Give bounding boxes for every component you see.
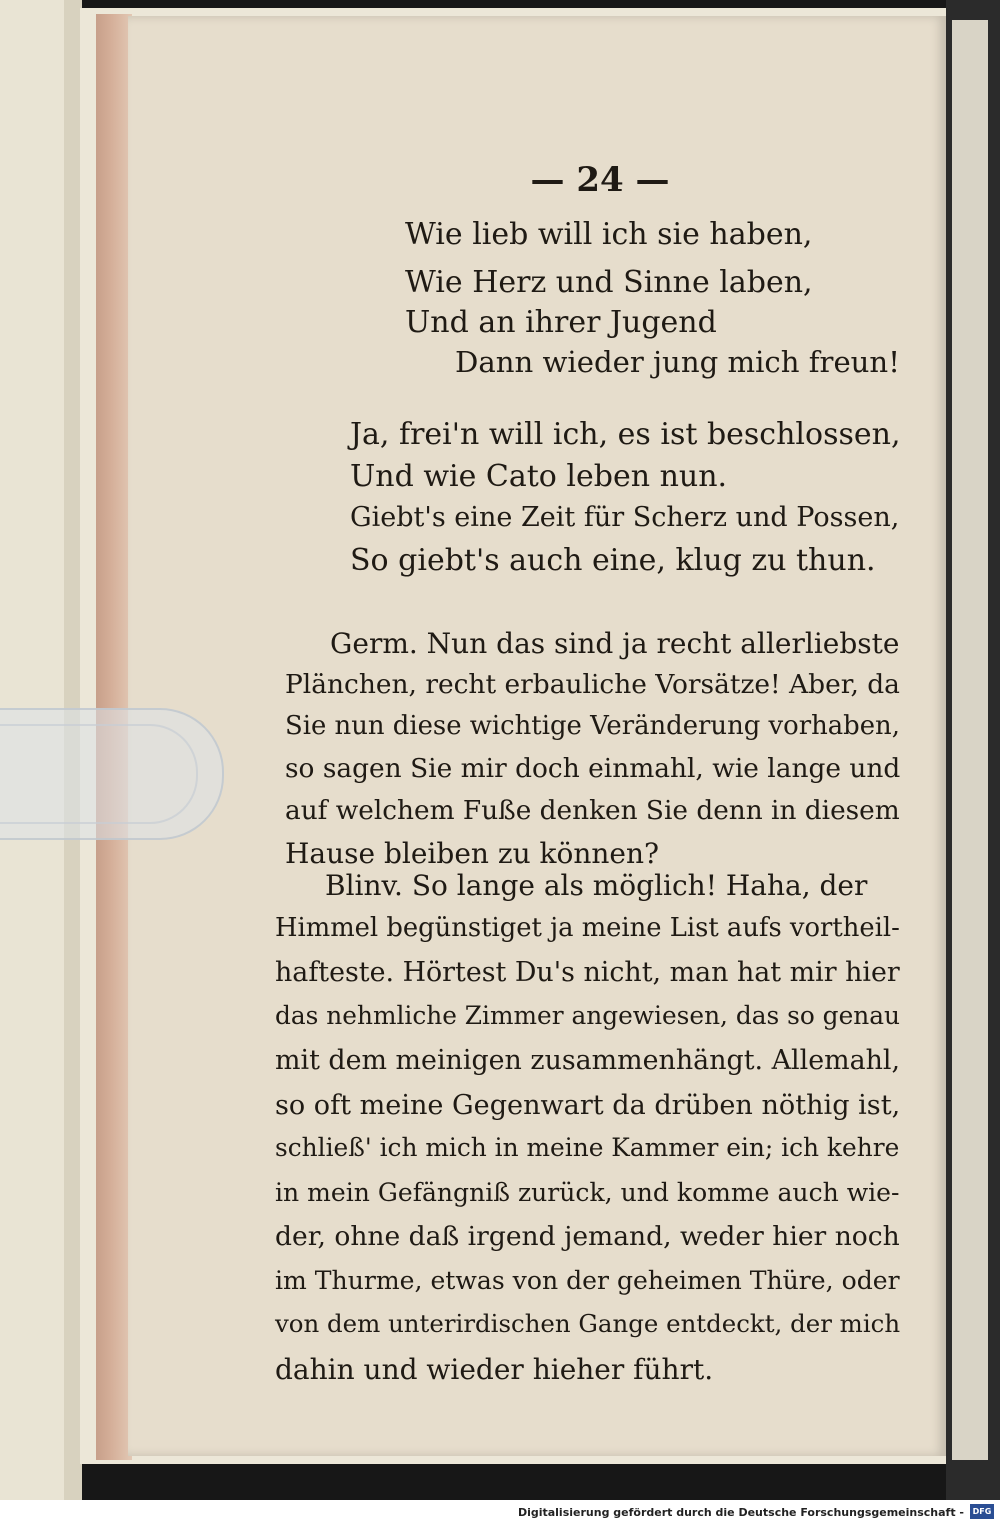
verse-line: Giebt's eine Zeit für Scherz und Possen,: [350, 502, 900, 533]
footer-credit: Digitalisierung gefördert durch die Deutsche Forschungsgemeinschaft -: [517, 1506, 964, 1519]
paragraph-line: Sie nun diese wichtige Veränderung vorhaben,: [285, 711, 900, 741]
bookmark-clip-inner: [0, 724, 198, 824]
page-number: — 24 —: [530, 160, 670, 200]
paragraph-line: der, ohne daß irgend jemand, weder hier noch: [275, 1221, 900, 1252]
paragraph-line: Germ. Nun das sind ja recht allerliebste: [330, 627, 900, 660]
verse-line: So giebt's auch eine, klug zu thun.: [350, 543, 876, 578]
verse-line: Und wie Cato leben nun.: [350, 459, 728, 494]
verse-line: Dann wieder jung mich freun!: [455, 345, 900, 379]
paragraph-line: hafteste. Hörtest Du's nicht, man hat mir hier: [275, 957, 900, 988]
paragraph-line: im Thurme, etwas von der geheimen Thüre, oder: [275, 1266, 900, 1295]
paragraph-line: in mein Gefängniß zurück, und komme auch wie-: [275, 1178, 900, 1207]
paragraph-line: das nehmliche Zimmer angewiesen, das so genau: [275, 1001, 901, 1030]
paragraph-line: Himmel begünstiget ja meine List aufs vortheil-: [275, 913, 900, 943]
verse-line: Wie Herz und Sinne laben,: [405, 265, 813, 300]
verse-line: Und an ihrer Jugend: [405, 305, 717, 340]
right-cover-inner: [952, 20, 988, 1460]
dfg-logo: DFG: [970, 1504, 994, 1519]
paragraph-line: so sagen Sie mir doch einmahl, wie lange und: [285, 753, 901, 784]
paragraph-line: auf welchem Fuße denken Sie denn in diesem: [285, 796, 900, 826]
footer-bar: [0, 1500, 1000, 1524]
verse-line: Ja, frei'n will ich, es ist beschlossen,: [350, 417, 901, 452]
paragraph-line: so oft meine Gegenwart da drüben nöthig ist,: [275, 1090, 901, 1121]
paragraph-line: Blinv. So lange als möglich! Haha, der: [325, 869, 868, 902]
paragraph-line: Plänchen, recht erbauliche Vorsätze! Aber, da: [285, 669, 900, 700]
paragraph-line: dahin und wieder hieher führt.: [275, 1353, 714, 1386]
paragraph-line: mit dem meinigen zusammenhängt. Allemahl,: [275, 1045, 901, 1076]
verse-line: Wie lieb will ich sie haben,: [405, 217, 813, 252]
paragraph-line: von dem unterirdischen Gange entdeckt, der mich: [275, 1309, 901, 1338]
paragraph-line: Hause bleiben zu können?: [285, 837, 660, 870]
paragraph-line: schließ' ich mich in meine Kammer ein; ich kehre: [275, 1133, 900, 1162]
